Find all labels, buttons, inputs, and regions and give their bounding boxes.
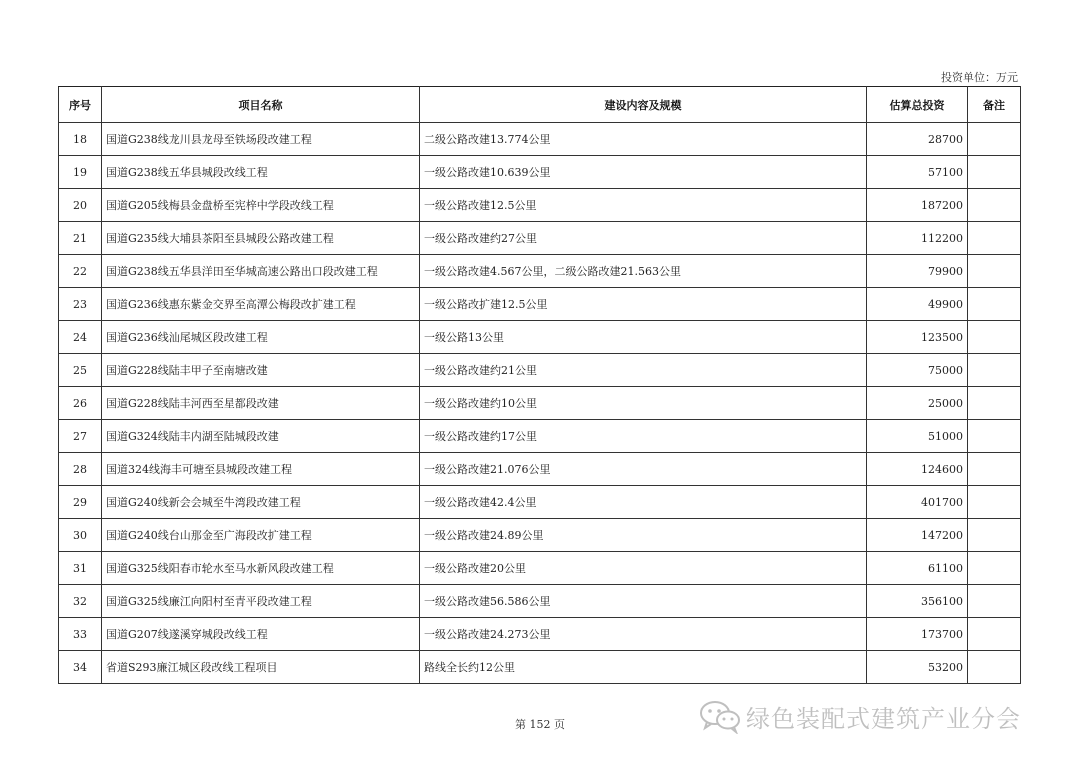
table-row xyxy=(59,156,1021,189)
cell-scope: 一级公路改建20公里 xyxy=(420,552,867,585)
table-row xyxy=(59,321,1021,354)
cell-investment: 61100 xyxy=(867,552,968,585)
cell-scope: 一级公路改扩建12.5公里 xyxy=(420,288,867,321)
cell-remark xyxy=(968,189,1021,222)
cell-seq: 27 xyxy=(59,420,102,453)
cell-project-name: 国道G228线陆丰河西至星都段改建 xyxy=(102,387,420,420)
header-seq: 序号 xyxy=(59,87,102,123)
cell-scope: 一级公路改建约17公里 xyxy=(420,420,867,453)
cell-remark xyxy=(968,453,1021,486)
cell-investment: 187200 xyxy=(867,189,968,222)
cell-project-name: 国道G205线梅县金盘桥至宪梓中学段改线工程 xyxy=(102,189,420,222)
page-number: 第 152 页 xyxy=(515,718,565,731)
cell-scope: 一级公路改建21.076公里 xyxy=(420,453,867,486)
table-row xyxy=(59,651,1021,684)
cell-seq: 29 xyxy=(59,486,102,519)
cell-investment: 124600 xyxy=(867,453,968,486)
cell-investment: 53200 xyxy=(867,651,968,684)
unit-note: 投资单位：万元 xyxy=(941,71,1018,84)
cell-remark xyxy=(968,387,1021,420)
cell-seq: 28 xyxy=(59,453,102,486)
cell-project-name: 国道G228线陆丰甲子至南塘改建 xyxy=(102,354,420,387)
cell-project-name: 国道G324线陆丰内湖至陆城段改建 xyxy=(102,420,420,453)
table-row xyxy=(59,222,1021,255)
cell-remark xyxy=(968,321,1021,354)
cell-project-name: 国道G236线惠东紫金交界至高潭公梅段改扩建工程 xyxy=(102,288,420,321)
cell-seq: 31 xyxy=(59,552,102,585)
cell-scope: 一级公路13公里 xyxy=(420,321,867,354)
cell-seq: 33 xyxy=(59,618,102,651)
cell-seq: 25 xyxy=(59,354,102,387)
cell-scope: 一级公路改建约27公里 xyxy=(420,222,867,255)
table-row xyxy=(59,420,1021,453)
cell-project-name: 国道G240线台山那金至广海段改扩建工程 xyxy=(102,519,420,552)
cell-investment: 79900 xyxy=(867,255,968,288)
cell-remark xyxy=(968,354,1021,387)
wechat-icon xyxy=(698,698,742,734)
cell-remark xyxy=(968,585,1021,618)
cell-investment: 401700 xyxy=(867,486,968,519)
table-body xyxy=(59,123,1021,684)
cell-investment: 123500 xyxy=(867,321,968,354)
cell-remark xyxy=(968,255,1021,288)
cell-seq: 24 xyxy=(59,321,102,354)
table-row xyxy=(59,354,1021,387)
header-remark: 备注 xyxy=(968,87,1021,123)
table-row xyxy=(59,618,1021,651)
cell-scope: 一级公路改建56.586公里 xyxy=(420,585,867,618)
cell-remark xyxy=(968,618,1021,651)
cell-seq: 21 xyxy=(59,222,102,255)
header-scope: 建设内容及规模 xyxy=(420,87,867,123)
cell-remark xyxy=(968,651,1021,684)
watermark xyxy=(698,696,1021,736)
cell-scope: 一级公路改建24.89公里 xyxy=(420,519,867,552)
cell-scope: 一级公路改建10.639公里 xyxy=(420,156,867,189)
cell-scope: 一级公路改建4.567公里，二级公路改建21.563公里 xyxy=(420,255,867,288)
cell-investment: 28700 xyxy=(867,123,968,156)
cell-investment: 49900 xyxy=(867,288,968,321)
table-row xyxy=(59,486,1021,519)
table-row xyxy=(59,552,1021,585)
cell-remark xyxy=(968,519,1021,552)
cell-remark xyxy=(968,156,1021,189)
cell-remark xyxy=(968,420,1021,453)
cell-remark xyxy=(968,123,1021,156)
cell-scope: 一级公路改建24.273公里 xyxy=(420,618,867,651)
cell-seq: 30 xyxy=(59,519,102,552)
cell-seq: 23 xyxy=(59,288,102,321)
cell-project-name: 国道G240线新会会城至牛湾段改建工程 xyxy=(102,486,420,519)
cell-seq: 22 xyxy=(59,255,102,288)
table-row xyxy=(59,519,1021,552)
table-row xyxy=(59,255,1021,288)
cell-remark xyxy=(968,222,1021,255)
cell-investment: 25000 xyxy=(867,387,968,420)
watermark-text: 绿色装配式建筑产业分会 xyxy=(746,704,1021,733)
cell-project-name: 国道324线海丰可塘至县城段改建工程 xyxy=(102,453,420,486)
cell-scope: 一级公路改建12.5公里 xyxy=(420,189,867,222)
cell-investment: 51000 xyxy=(867,420,968,453)
table-row xyxy=(59,387,1021,420)
cell-project-name: 国道G238线五华县城段改线工程 xyxy=(102,156,420,189)
cell-remark xyxy=(968,552,1021,585)
table-row xyxy=(59,288,1021,321)
cell-investment: 57100 xyxy=(867,156,968,189)
table-row xyxy=(59,453,1021,486)
table-row xyxy=(59,123,1021,156)
cell-investment: 173700 xyxy=(867,618,968,651)
cell-project-name: 国道G235线大埔县茶阳至县城段公路改建工程 xyxy=(102,222,420,255)
cell-scope: 二级公路改建13.774公里 xyxy=(420,123,867,156)
cell-scope: 一级公路改建42.4公里 xyxy=(420,486,867,519)
cell-seq: 26 xyxy=(59,387,102,420)
cell-project-name: 国道G238线龙川县龙母至铁场段改建工程 xyxy=(102,123,420,156)
cell-scope: 路线全长约12公里 xyxy=(420,651,867,684)
table-header-row xyxy=(59,87,1021,123)
cell-investment: 75000 xyxy=(867,354,968,387)
cell-remark xyxy=(968,288,1021,321)
cell-seq: 19 xyxy=(59,156,102,189)
cell-remark xyxy=(968,486,1021,519)
header-name: 项目名称 xyxy=(102,87,420,123)
cell-project-name: 国道G325线阳春市轮水至马水新风段改建工程 xyxy=(102,552,420,585)
cell-investment: 356100 xyxy=(867,585,968,618)
cell-seq: 34 xyxy=(59,651,102,684)
table-row xyxy=(59,189,1021,222)
cell-project-name: 国道G325线廉江向阳村至青平段改建工程 xyxy=(102,585,420,618)
cell-seq: 20 xyxy=(59,189,102,222)
cell-seq: 18 xyxy=(59,123,102,156)
cell-scope: 一级公路改建约10公里 xyxy=(420,387,867,420)
cell-scope: 一级公路改建约21公里 xyxy=(420,354,867,387)
cell-seq: 32 xyxy=(59,585,102,618)
table-row xyxy=(59,585,1021,618)
cell-project-name: 省道S293廉江城区段改线工程项目 xyxy=(102,651,420,684)
cell-project-name: 国道G207线遂溪穿城段改线工程 xyxy=(102,618,420,651)
cell-project-name: 国道G238线五华县洋田至华城高速公路出口段改建工程 xyxy=(102,255,420,288)
cell-investment: 147200 xyxy=(867,519,968,552)
header-investment: 估算总投资 xyxy=(867,87,968,123)
cell-investment: 112200 xyxy=(867,222,968,255)
cell-project-name: 国道G236线汕尾城区段改建工程 xyxy=(102,321,420,354)
project-table xyxy=(58,86,1021,684)
